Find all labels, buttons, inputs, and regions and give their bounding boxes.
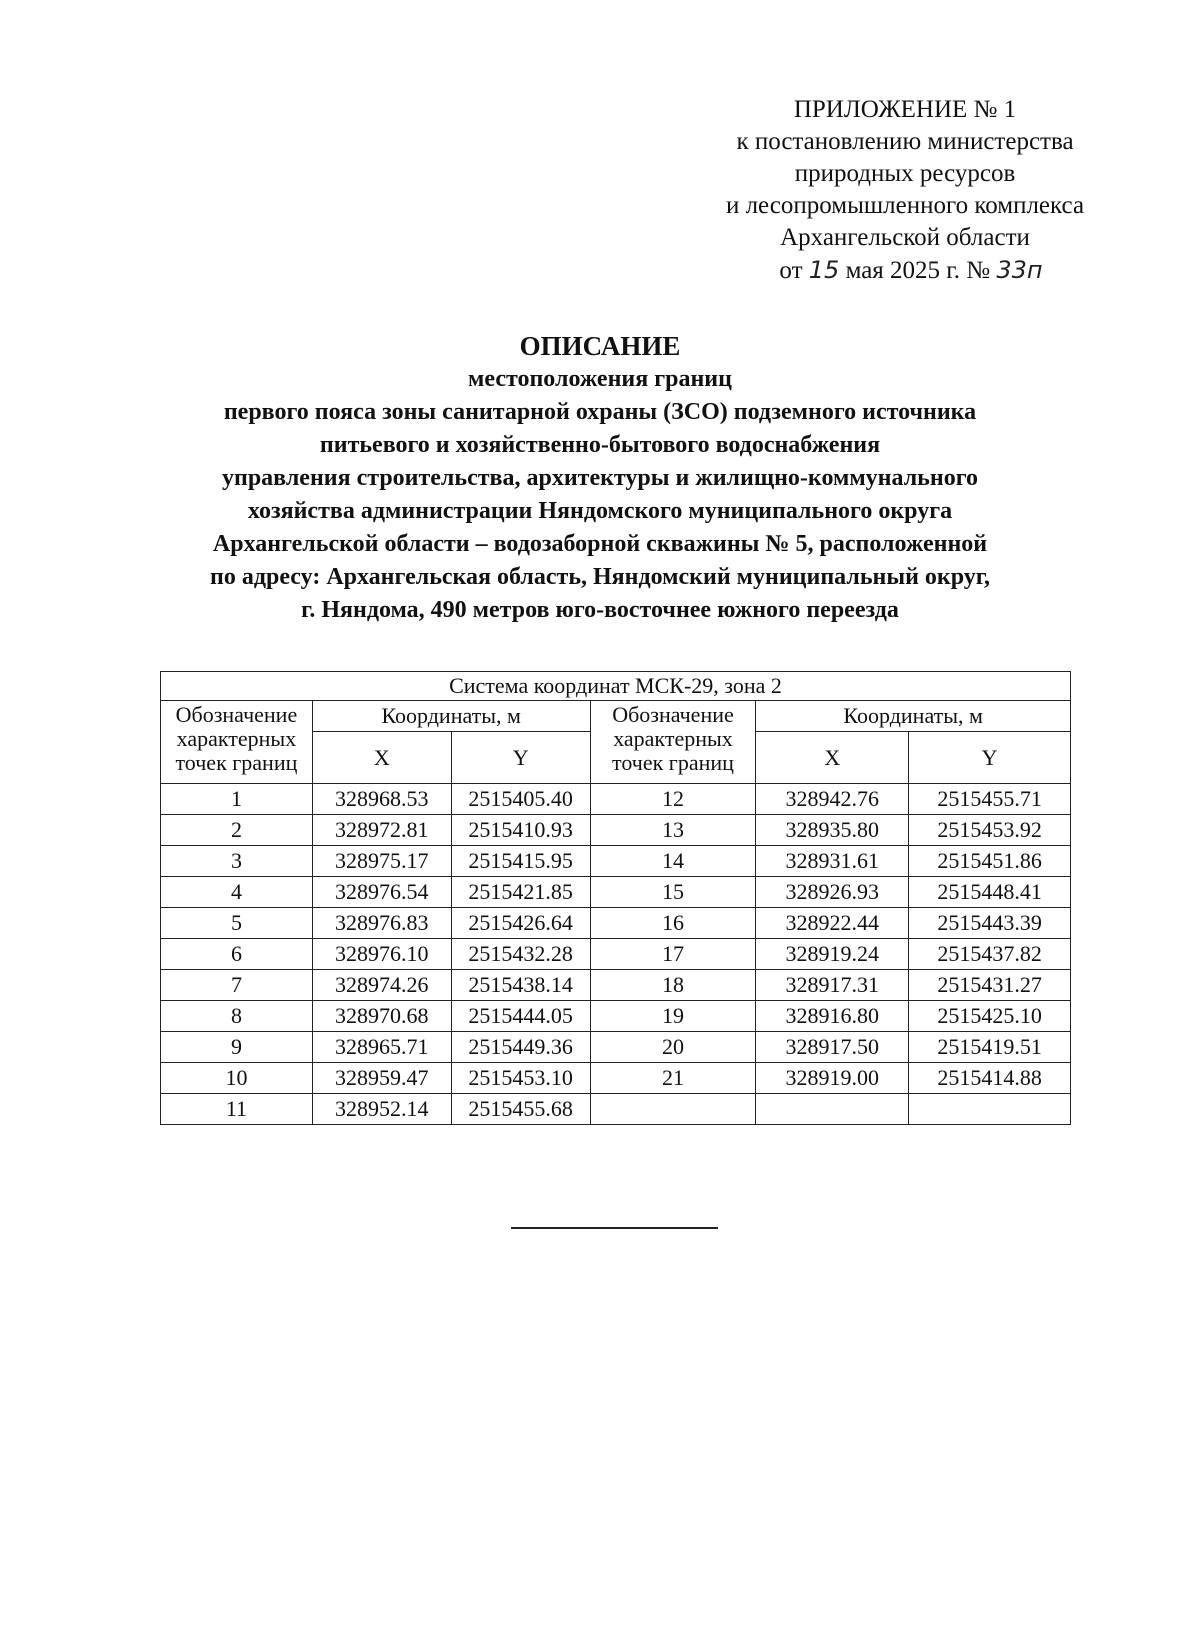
header-point-left — [161, 701, 313, 784]
header-coords-right: Координаты, м — [756, 701, 1071, 732]
x-coordinate-cell: 328917.50 — [756, 1032, 909, 1063]
header-point-line: Обозначение — [612, 702, 734, 727]
y-coordinate-cell: 2515419.51 — [909, 1032, 1071, 1063]
title-line: по адресу: Архангельская область, Няндомский муниципальный округ, — [210, 564, 990, 590]
appendix-line: и лесопромышленного комплекса — [725, 192, 1085, 219]
table-caption: Система координат МСК-29, зона 2 — [161, 672, 1071, 701]
y-coordinate-cell — [909, 1094, 1071, 1125]
point-number-cell: 5 — [161, 908, 313, 939]
x-coordinate-cell: 328976.54 — [312, 877, 451, 908]
x-coordinate-cell: 328974.26 — [312, 970, 451, 1001]
y-coordinate-cell: 2515414.88 — [909, 1063, 1071, 1094]
table-row — [161, 939, 1071, 970]
table-row — [161, 815, 1071, 846]
x-coordinate-cell: 328965.71 — [312, 1032, 451, 1063]
point-number-cell: 13 — [590, 815, 756, 846]
point-number-cell: 18 — [590, 970, 756, 1001]
x-coordinate-cell: 328976.10 — [312, 939, 451, 970]
separator-line — [511, 1227, 718, 1229]
coordinates-table — [160, 671, 1071, 1125]
appendix-line: природных ресурсов — [794, 160, 1016, 187]
header-y-left: Y — [451, 732, 590, 784]
point-number-cell: 21 — [590, 1063, 756, 1094]
y-coordinate-cell: 2515426.64 — [451, 908, 590, 939]
y-coordinate-cell: 2515438.14 — [451, 970, 590, 1001]
title-line: г. Няндома, 490 метров юго-восточнее южного переезда — [301, 597, 899, 623]
y-coordinate-cell: 2515453.10 — [451, 1063, 590, 1094]
point-number-cell: 7 — [161, 970, 313, 1001]
point-number-cell: 8 — [161, 1001, 313, 1032]
table-row — [161, 846, 1071, 877]
title-line: хозяйства администрации Няндомского муниципального округа — [247, 498, 953, 524]
x-coordinate-cell: 328952.14 — [312, 1094, 451, 1125]
point-number-cell — [590, 1094, 756, 1125]
y-coordinate-cell: 2515453.92 — [909, 815, 1071, 846]
point-number-cell: 3 — [161, 846, 313, 877]
date-middle: мая 2025 г. № — [845, 257, 991, 284]
header-point-line: точек границ — [612, 750, 734, 775]
point-number-cell: 6 — [161, 939, 313, 970]
y-coordinate-cell: 2515415.95 — [451, 846, 590, 877]
header-y-right: Y — [909, 732, 1071, 784]
title-line: местоположения границ — [468, 366, 732, 392]
title-main: ОПИСАНИЕ — [519, 331, 681, 361]
header-point-line: точек границ — [175, 750, 298, 775]
point-number-cell: 20 — [590, 1032, 756, 1063]
y-coordinate-cell: 2515410.93 — [451, 815, 590, 846]
y-coordinate-cell: 2515431.27 — [909, 970, 1071, 1001]
point-number-cell: 11 — [161, 1094, 313, 1125]
point-number-cell: 15 — [590, 877, 756, 908]
x-coordinate-cell: 328917.31 — [756, 970, 909, 1001]
y-coordinate-cell: 2515405.40 — [451, 784, 590, 815]
header-point-line: характерных — [176, 726, 297, 751]
table-row — [161, 908, 1071, 939]
y-coordinate-cell: 2515455.71 — [909, 784, 1071, 815]
header-point-line: характерных — [613, 726, 733, 751]
y-coordinate-cell: 2515455.68 — [451, 1094, 590, 1125]
point-number-cell: 4 — [161, 877, 313, 908]
point-number-cell: 9 — [161, 1032, 313, 1063]
point-number-cell: 2 — [161, 815, 313, 846]
point-number-cell: 17 — [590, 939, 756, 970]
y-coordinate-cell: 2515443.39 — [909, 908, 1071, 939]
point-number-cell: 14 — [590, 846, 756, 877]
header-point-line: Обозначение — [175, 702, 298, 727]
x-coordinate-cell: 328972.81 — [312, 815, 451, 846]
x-coordinate-cell: 328919.24 — [756, 939, 909, 970]
x-coordinate-cell: 328970.68 — [312, 1001, 451, 1032]
y-coordinate-cell: 2515432.28 — [451, 939, 590, 970]
header-coords-left: Координаты, м — [312, 701, 590, 732]
x-coordinate-cell — [756, 1094, 909, 1125]
document-title — [120, 329, 1080, 627]
header-point-right — [590, 701, 756, 784]
x-coordinate-cell: 328976.83 — [312, 908, 451, 939]
point-number-cell: 10 — [161, 1063, 313, 1094]
title-line: Архангельской области – водозаборной скважины № 5, расположенной — [212, 531, 988, 557]
x-coordinate-cell: 328935.80 — [756, 815, 909, 846]
table-row — [161, 1094, 1071, 1125]
point-number-cell: 16 — [590, 908, 756, 939]
x-coordinate-cell: 328968.53 — [312, 784, 451, 815]
title-line: управления строительства, архитектуры и жилищно-коммунального — [222, 465, 978, 491]
y-coordinate-cell: 2515449.36 — [451, 1032, 590, 1063]
appendix-line: к постановлению министерства — [736, 128, 1074, 155]
appendix-block — [700, 94, 1110, 287]
appendix-date-line — [706, 254, 1116, 287]
x-coordinate-cell: 328919.00 — [756, 1063, 909, 1094]
header-x-right: X — [756, 732, 909, 784]
y-coordinate-cell: 2515437.82 — [909, 939, 1071, 970]
header-x-left: X — [312, 732, 451, 784]
y-coordinate-cell: 2515451.86 — [909, 846, 1071, 877]
date-prefix: от — [779, 257, 803, 284]
appendix-heading: ПРИЛОЖЕНИЕ № 1 — [793, 96, 1017, 123]
x-coordinate-cell: 328926.93 — [756, 877, 909, 908]
handwritten-day: 15 — [808, 256, 840, 284]
y-coordinate-cell: 2515444.05 — [451, 1001, 590, 1032]
x-coordinate-cell: 328942.76 — [756, 784, 909, 815]
y-coordinate-cell: 2515421.85 — [451, 877, 590, 908]
table-row — [161, 1001, 1071, 1032]
x-coordinate-cell: 328931.61 — [756, 846, 909, 877]
table-row — [161, 970, 1071, 1001]
table-row — [161, 1032, 1071, 1063]
point-number-cell: 19 — [590, 1001, 756, 1032]
table-row — [161, 1063, 1071, 1094]
title-line: питьевого и хозяйственно-бытового водоснабжения — [319, 432, 881, 458]
x-coordinate-cell: 328959.47 — [312, 1063, 451, 1094]
table-row — [161, 784, 1071, 815]
y-coordinate-cell: 2515425.10 — [909, 1001, 1071, 1032]
y-coordinate-cell: 2515448.41 — [909, 877, 1071, 908]
handwritten-number: 33п — [996, 256, 1043, 284]
table-row — [161, 877, 1071, 908]
title-line: первого пояса зоны санитарной охраны (ЗСО) подземного источника — [223, 399, 977, 425]
x-coordinate-cell: 328975.17 — [312, 846, 451, 877]
point-number-cell: 1 — [161, 784, 313, 815]
x-coordinate-cell: 328916.80 — [756, 1001, 909, 1032]
appendix-line: Архангельской области — [780, 224, 1030, 251]
point-number-cell: 12 — [590, 784, 756, 815]
x-coordinate-cell: 328922.44 — [756, 908, 909, 939]
